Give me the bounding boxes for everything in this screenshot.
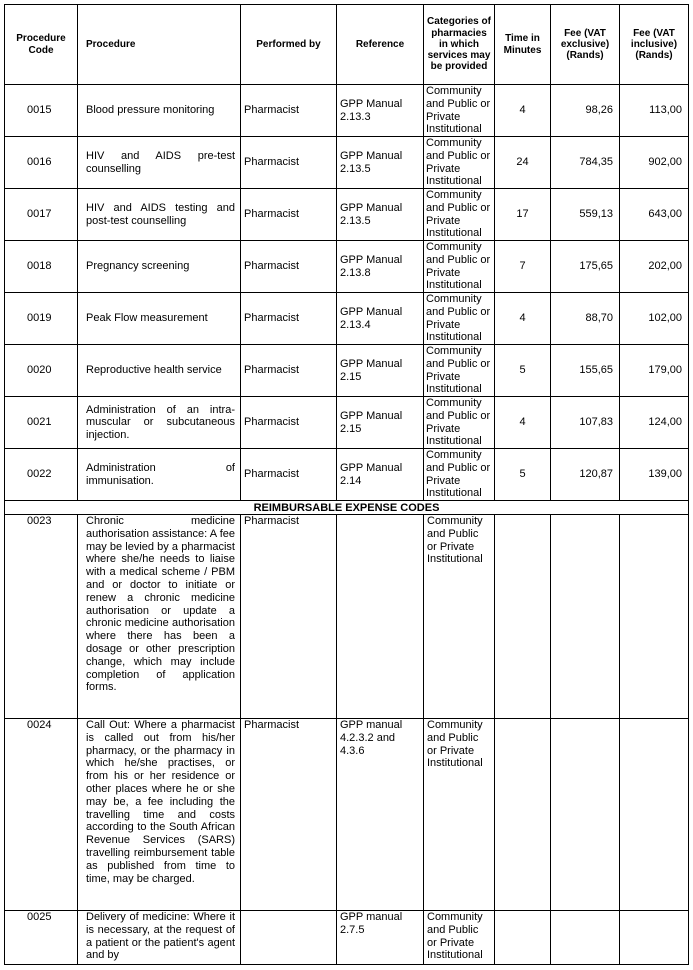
fee-vat-inclusive: 179,00 bbox=[620, 345, 689, 397]
procedure-code: 0016 bbox=[5, 137, 78, 189]
procedure-code: 0024 bbox=[5, 719, 78, 911]
time-minutes: 17 bbox=[495, 189, 551, 241]
time-minutes: 7 bbox=[495, 241, 551, 293]
performed-by: Pharmacist bbox=[241, 189, 337, 241]
reference: GPP Manual 2.14 bbox=[337, 449, 424, 501]
table-row bbox=[5, 241, 689, 293]
performed-by: Pharmacist bbox=[241, 449, 337, 501]
table-row bbox=[5, 345, 689, 397]
reference: GPP Manual 2.13.8 bbox=[337, 241, 424, 293]
fee-vat-inclusive: 643,00 bbox=[620, 189, 689, 241]
header-fee-incl: Fee (VAT inclusive) (Rands) bbox=[620, 5, 689, 85]
header-procedure: Procedure bbox=[78, 5, 241, 85]
table-row bbox=[5, 137, 689, 189]
time-minutes: 4 bbox=[495, 397, 551, 449]
procedure-name: Reproductive health service bbox=[78, 345, 241, 397]
performed-by bbox=[241, 911, 337, 965]
procedure-name: Pregnancy screening bbox=[78, 241, 241, 293]
header-categories: Categories of pharmacies in which services may be provided bbox=[424, 5, 495, 85]
table-row bbox=[5, 911, 689, 965]
table-row bbox=[5, 397, 689, 449]
section-header-row bbox=[5, 501, 689, 515]
fee-vat-inclusive bbox=[620, 911, 689, 965]
procedure-code: 0019 bbox=[5, 293, 78, 345]
reference: GPP Manual 2.15 bbox=[337, 345, 424, 397]
table-row bbox=[5, 719, 689, 911]
time-minutes bbox=[495, 515, 551, 719]
fee-vat-exclusive: 120,87 bbox=[551, 449, 620, 501]
pharmacy-category: Community and Public or Private Institutional bbox=[424, 85, 495, 137]
time-minutes: 5 bbox=[495, 449, 551, 501]
fee-vat-exclusive: 155,65 bbox=[551, 345, 620, 397]
procedure-code: 0025 bbox=[5, 911, 78, 965]
procedure-code: 0021 bbox=[5, 397, 78, 449]
reference: GPP Manual 2.13.3 bbox=[337, 85, 424, 137]
procedure-name: Administration of an intra-muscular or subcutaneous injection. bbox=[78, 397, 241, 449]
performed-by: Pharmacist bbox=[241, 719, 337, 911]
header-code: Procedure Code bbox=[5, 5, 78, 85]
fee-vat-inclusive: 202,00 bbox=[620, 241, 689, 293]
procedure-code: 0015 bbox=[5, 85, 78, 137]
procedure-name: Chronic medicine authorisation assistance: A fee may be levied by a pharmacist where she/he needs to liaise with a medical scheme / PBM and or doctor to initiate or renew a chronic medicine authorisation or update a chronic medicine authorisation where there has been a dosage or other prescription change, which may include completion of application forms. bbox=[78, 515, 241, 719]
procedure-code: 0018 bbox=[5, 241, 78, 293]
performed-by: Pharmacist bbox=[241, 515, 337, 719]
pharmacy-category: Community and Public or Private Institutional bbox=[424, 911, 495, 965]
fee-vat-exclusive: 88,70 bbox=[551, 293, 620, 345]
pharmacy-category: Community and Public or Private Institutional bbox=[424, 397, 495, 449]
reference: GPP manual 4.2.3.2 and 4.3.6 bbox=[337, 719, 424, 911]
procedure-name: HIV and AIDS testing and post-test counselling bbox=[78, 189, 241, 241]
table-row bbox=[5, 189, 689, 241]
pharmacy-category: Community and Public or Private Institutional bbox=[424, 719, 495, 911]
pharmacy-category: Community and Public or Private Institutional bbox=[424, 515, 495, 719]
fee-vat-inclusive: 102,00 bbox=[620, 293, 689, 345]
table-row bbox=[5, 449, 689, 501]
fee-vat-inclusive: 902,00 bbox=[620, 137, 689, 189]
header-row bbox=[5, 5, 689, 85]
procedure-code: 0023 bbox=[5, 515, 78, 719]
procedure-name: HIV and AIDS pre-test counselling bbox=[78, 137, 241, 189]
performed-by: Pharmacist bbox=[241, 397, 337, 449]
time-minutes: 24 bbox=[495, 137, 551, 189]
reference bbox=[337, 515, 424, 719]
procedure-name: Peak Flow measurement bbox=[78, 293, 241, 345]
header-time: Time in Minutes bbox=[495, 5, 551, 85]
time-minutes: 4 bbox=[495, 293, 551, 345]
header-reference: Reference bbox=[337, 5, 424, 85]
reference: GPP Manual 2.13.5 bbox=[337, 137, 424, 189]
performed-by: Pharmacist bbox=[241, 345, 337, 397]
time-minutes: 5 bbox=[495, 345, 551, 397]
header-performed-by: Performed by bbox=[241, 5, 337, 85]
performed-by: Pharmacist bbox=[241, 293, 337, 345]
fee-vat-exclusive: 175,65 bbox=[551, 241, 620, 293]
pharmacy-category: Community and Public or Private Institutional bbox=[424, 345, 495, 397]
pharmacy-category: Community and Public or Private Institutional bbox=[424, 189, 495, 241]
fee-vat-inclusive bbox=[620, 719, 689, 911]
fee-vat-exclusive bbox=[551, 515, 620, 719]
pharmacy-category: Community and Public or Private Institutional bbox=[424, 137, 495, 189]
fee-vat-exclusive: 98,26 bbox=[551, 85, 620, 137]
table-row bbox=[5, 515, 689, 719]
performed-by: Pharmacist bbox=[241, 85, 337, 137]
reference: GPP Manual 2.13.4 bbox=[337, 293, 424, 345]
performed-by: Pharmacist bbox=[241, 137, 337, 189]
fee-vat-exclusive bbox=[551, 719, 620, 911]
procedure-code: 0022 bbox=[5, 449, 78, 501]
table-row bbox=[5, 85, 689, 137]
procedure-name: Delivery of medicine: Where it is necessary, at the request of a patient or the patient's agent and by bbox=[78, 911, 241, 965]
reference: GPP manual 2.7.5 bbox=[337, 911, 424, 965]
header-fee-excl: Fee (VAT exclusive) (Rands) bbox=[551, 5, 620, 85]
fee-vat-exclusive: 559,13 bbox=[551, 189, 620, 241]
procedure-name: Blood pressure monitoring bbox=[78, 85, 241, 137]
fee-vat-exclusive: 107,83 bbox=[551, 397, 620, 449]
time-minutes bbox=[495, 911, 551, 965]
fee-vat-exclusive bbox=[551, 911, 620, 965]
performed-by: Pharmacist bbox=[241, 241, 337, 293]
reference: GPP Manual 2.13.5 bbox=[337, 189, 424, 241]
reference: GPP Manual 2.15 bbox=[337, 397, 424, 449]
fee-vat-inclusive bbox=[620, 515, 689, 719]
time-minutes: 4 bbox=[495, 85, 551, 137]
procedure-code: 0020 bbox=[5, 345, 78, 397]
fee-vat-inclusive: 113,00 bbox=[620, 85, 689, 137]
procedure-name: Call Out: Where a pharmacist is called out from his/her pharmacy, or the pharmacy in which he/she practises, or from his or her residence or other places where he or she may be, a fee including the travelling time and costs according to the South African Revenue Services (SARS) travelling reimbursement table as published from time to time, may be charged. bbox=[78, 719, 241, 911]
procedure-code: 0017 bbox=[5, 189, 78, 241]
pharmacy-category: Community and Public or Private Institutional bbox=[424, 449, 495, 501]
pharmacy-category: Community and Public or Private Institutional bbox=[424, 293, 495, 345]
table-row bbox=[5, 293, 689, 345]
pharmacy-category: Community and Public or Private Institutional bbox=[424, 241, 495, 293]
tariff-table bbox=[4, 4, 689, 965]
fee-vat-inclusive: 124,00 bbox=[620, 397, 689, 449]
time-minutes bbox=[495, 719, 551, 911]
fee-vat-inclusive: 139,00 bbox=[620, 449, 689, 501]
section-title: REIMBURSABLE EXPENSE CODES bbox=[5, 501, 689, 515]
fee-vat-exclusive: 784,35 bbox=[551, 137, 620, 189]
procedure-name: Administration of immunisation. bbox=[78, 449, 241, 501]
